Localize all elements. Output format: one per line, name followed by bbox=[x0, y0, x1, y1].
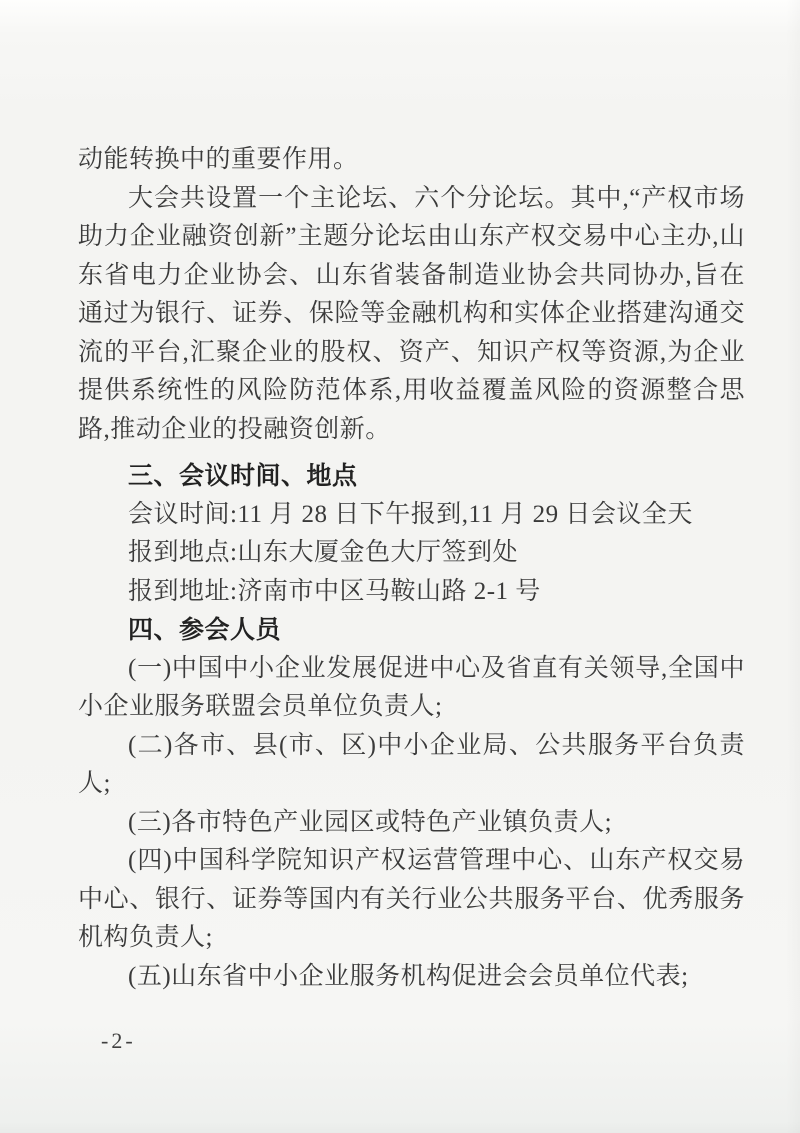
document-body bbox=[78, 141, 745, 996]
line-checkin-address: 报到地址:济南市中区马鞍山路 2-1 号 bbox=[128, 577, 541, 605]
page-number: -2- bbox=[101, 1028, 136, 1053]
participant-item-5: (五)山东省中小企业服务机构促进会会员单位代表; bbox=[128, 962, 689, 990]
participant-item-4: (四)中国科学院知识产权运营管理中心、山东产权交易中心、银行、证券等国内有关行业公共服务平台、优秀服务机构负责人; bbox=[78, 847, 745, 951]
paragraph-continuation: 动能转换中的重要作用。 bbox=[78, 146, 359, 173]
line-meeting-time: 会议时间:11 月 28 日下午报到,11 月 29 日会议全天 bbox=[128, 500, 693, 528]
section-heading-participants: 四、参会人员 bbox=[128, 616, 282, 644]
paragraph-forum-intro: 大会共设置一个主论坛、六个分论坛。其中,“产权市场助力企业融资创新”主题分论坛由山东产权交易中心主办,山东省电力企业协会、山东省装备制造业协会共同协办,旨在通过为银行、证券、保险等金融机构和实体企业搭建沟通交流的平台,汇聚企业的股权、资产、知识产权等资源,为企业提供系统性的风险防范体系,用收益覆盖风险的资源整合思路,推动企业的投融资创新。 bbox=[78, 184, 745, 443]
participant-item-1: (一)中国中小企业发展促进中心及省直有关领导,全国中小企业服务联盟会员单位负责人; bbox=[78, 654, 745, 720]
participant-item-2: (二)各市、县(市、区)中小企业局、公共服务平台负责人; bbox=[78, 731, 745, 797]
participant-item-3: (三)各市特色产业园区或特色产业镇负责人; bbox=[128, 808, 613, 836]
line-checkin-location: 报到地点:山东大厦金色大厅签到处 bbox=[128, 539, 518, 566]
section-heading-meeting-time-location: 三、会议时间、地点 bbox=[128, 462, 358, 490]
